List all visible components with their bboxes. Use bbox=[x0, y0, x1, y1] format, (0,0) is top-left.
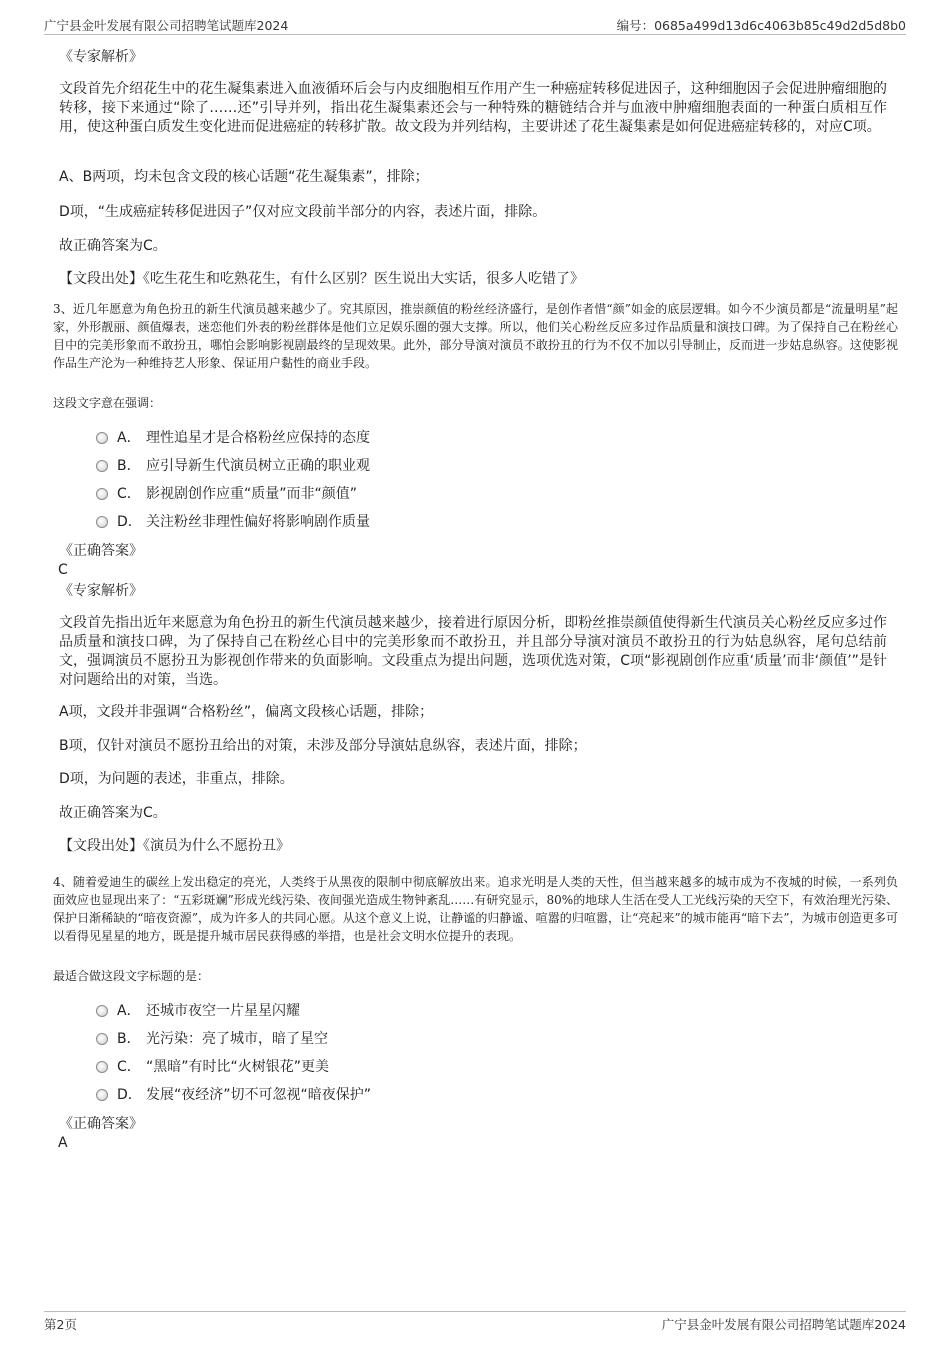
page-header bbox=[44, 14, 906, 35]
q3-prompt: 这段文字意在强调： bbox=[53, 396, 162, 410]
option-letter: C． bbox=[117, 1059, 141, 1075]
radio-button-icon[interactable] bbox=[96, 516, 108, 528]
q3-expert-label: 《专家解析》 bbox=[59, 583, 143, 599]
page-number: 第2页 bbox=[44, 1317, 77, 1332]
q3-b-note: B项，仅针对演员不愿扮丑给出的对策，未涉及部分导演姑息纵容，表述片面，排除； bbox=[59, 738, 587, 754]
q4-prompt: 最适合做这段文字标题的是： bbox=[53, 969, 210, 983]
option-letter: A． bbox=[117, 430, 141, 446]
option-letter: B． bbox=[117, 458, 141, 474]
q3-source: 【文段出处】《演员为什么不愿扮丑》 bbox=[59, 838, 290, 854]
radio-button-icon[interactable] bbox=[96, 432, 108, 444]
q3-answer-label: 《正确答案》 bbox=[59, 543, 143, 559]
footer-title: 广宁县金叶发展有限公司招聘笔试题库2024 bbox=[661, 1317, 906, 1332]
radio-button-icon[interactable] bbox=[96, 1033, 108, 1045]
q3-question: 3、近几年愿意为角色扮丑的新生代演员越来越少了。究其原因，推崇颜值的粉丝经济盛行，是创作者惜“颜”如金的底层逻辑。如今不少演员都是“流量明星”起家，外形靓丽、颜值爆表，迷恋他们外表的粉丝群体是他们立足娱乐圈的强大支撑。所以，他们关心粉丝反应多过作品质量和演技口碑。为了保持自己在粉丝心目中的完美形象而不敢扮丑，哪怕会影响影视剧最终的呈现效果。此外，部分导演对演员不敢扮丑的行为不仅不加以引导制止，反而进一步姑息纵容。这使影视作品生产沦为一种维持艺人形象、保证用户黏性的商业手段。 bbox=[53, 302, 898, 370]
option-text: 关注粉丝非理性偏好将影响剧作质量 bbox=[146, 514, 370, 530]
q2-analysis: 文段首先介绍花生中的花生凝集素进入血液循环后会与内皮细胞相互作用产生一种癌症转移促进因子，这种细胞因子会促进肿瘤细胞的转移，接下来通过“除了……还”引导并列，指出花生凝集素还会与一种特殊的糖链结合并与血液中肿瘤细胞表面的一种蛋白质相互作用，使这种蛋白质发生变化进而促进癌症的转移扩散。故文段为并列结构，主要讲述了花生凝集素是如何促进癌症转移的，对应C项。 bbox=[59, 81, 887, 135]
radio-button-icon[interactable] bbox=[96, 1089, 108, 1101]
radio-button-icon[interactable] bbox=[96, 1061, 108, 1073]
header-serial-number: 编号：0685a499d13d6c4063b85c49d2d5d8b0 bbox=[616, 18, 906, 33]
option-text: 光污染：亮了城市，暗了星空 bbox=[146, 1031, 328, 1047]
option-letter: B． bbox=[117, 1031, 141, 1047]
q2-conclusion: 故正确答案为C。 bbox=[59, 238, 167, 254]
option-text: 发展“夜经济”切不可忽视“暗夜保护” bbox=[146, 1087, 372, 1103]
q4-answer-label: 《正确答案》 bbox=[59, 1116, 143, 1132]
q2-expert-label: 《专家解析》 bbox=[59, 49, 143, 65]
q3-conclusion: 故正确答案为C。 bbox=[59, 805, 167, 821]
q4-question: 4、随着爱迪生的碳丝上发出稳定的亮光，人类终于从黑夜的限制中彻底解放出来。追求光明是人类的天性，但当越来越多的城市成为不夜城的时候，一系列负面效应也显现出来了：“五彩斑斓”形成光线污染、夜间强光造成生物钟紊乱……有研究显示，80%的地球人生活在受人工光线污染的天空下，有效治理光污染、保护日渐稀缺的“暗夜资源”，成为许多人的共同心愿。从这个意义上说，让静谧的归静谧、喧嚣的归喧嚣，让“亮起来”的城市能再“暗下去”，为城市创造更多可以看得见星星的地方，既是提升城市居民获得感的举措，也是社会文明水位提升的表现。 bbox=[53, 875, 898, 943]
option-text: 影视剧创作应重“质量”而非“颜值” bbox=[146, 486, 358, 502]
option-text: 还城市夜空一片星星闪耀 bbox=[146, 1003, 300, 1019]
q3-d-note: D项，为问题的表述，非重点，排除。 bbox=[59, 771, 294, 787]
q3-analysis: 文段首先指出近年来愿意为角色扮丑的新生代演员越来越少，接着进行原因分析，即粉丝推崇颜值使得新生代演员关心粉丝反应多过作品质量和演技口碑，为了保持自己在粉丝心目中的完美形象而不敢扮丑，并且部分导演对演员不敢扮丑的行为姑息纵容，尾句总结前文，强调演员不愿扮丑为影视创作带来的负面影响。文段重点为提出问题，选项优选对策，C项“影视剧创作应重‘质量’而非‘颜值’”是针对问题给出的对策，当选。 bbox=[59, 615, 887, 688]
q3-answer: C bbox=[58, 562, 68, 578]
q3-a-note: A项，文段并非强调“合格粉丝”，偏离文段核心话题，排除； bbox=[59, 704, 434, 720]
radio-button-icon[interactable] bbox=[96, 1005, 108, 1017]
radio-button-icon[interactable] bbox=[96, 488, 108, 500]
option-text: 理性追星才是合格粉丝应保持的态度 bbox=[146, 430, 370, 446]
page-footer bbox=[44, 1311, 906, 1332]
option-letter: A． bbox=[117, 1003, 141, 1019]
q2-source: 【文段出处】《吃生花生和吃熟花生，有什么区别？医生说出大实话，很多人吃错了》 bbox=[59, 271, 584, 287]
option-letter: C． bbox=[117, 486, 141, 502]
option-letter: D． bbox=[117, 514, 142, 530]
q4-answer: A bbox=[58, 1135, 68, 1151]
radio-button-icon[interactable] bbox=[96, 460, 108, 472]
q2-d-note: D项，“生成癌症转移促进因子”仅对应文段前半部分的内容，表述片面，排除。 bbox=[59, 204, 547, 220]
option-text: “黑暗”有时比“火树银花”更美 bbox=[146, 1059, 330, 1075]
q2-ab-note: A、B两项，均未包含文段的核心话题“花生凝集素”，排除； bbox=[59, 169, 429, 185]
option-letter: D． bbox=[117, 1087, 142, 1103]
header-title: 广宁县金叶发展有限公司招聘笔试题库2024 bbox=[44, 18, 289, 33]
option-text: 应引导新生代演员树立正确的职业观 bbox=[146, 458, 370, 474]
